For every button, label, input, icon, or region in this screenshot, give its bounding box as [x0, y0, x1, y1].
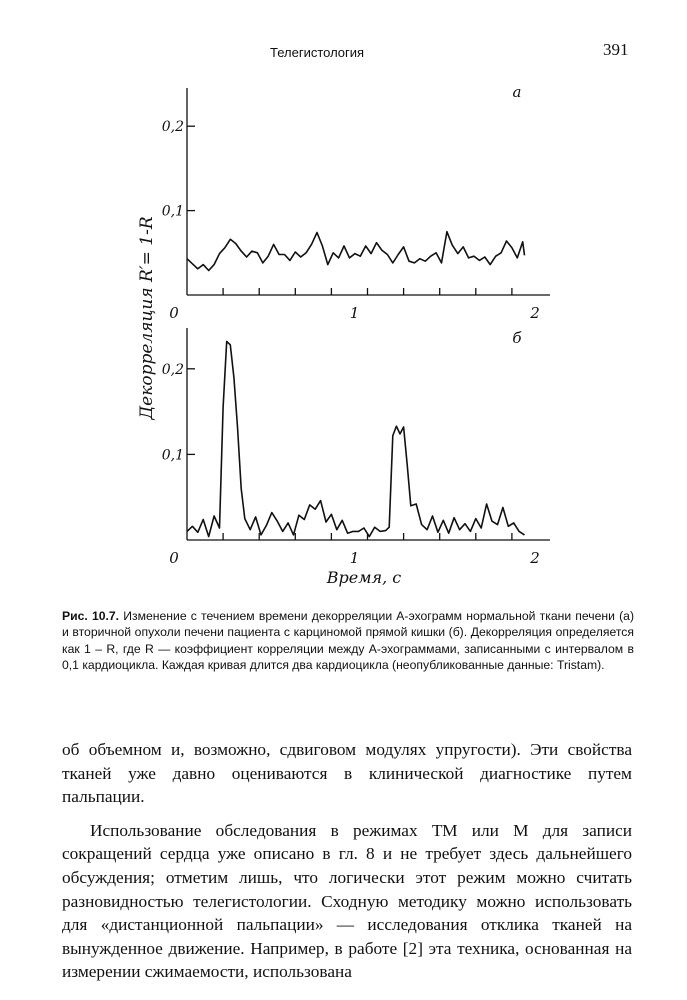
panel-a-data-point [241, 251, 242, 252]
panel-b-data-point [192, 526, 193, 527]
panel-b-data-point [475, 518, 476, 519]
panel-a-data-point [524, 255, 525, 256]
panel-a-data-point [192, 263, 193, 264]
panel-a-data-point [262, 262, 263, 263]
panel-a-data-point [306, 252, 307, 253]
panel-b-data-point [226, 341, 227, 342]
panel-a-data-point [349, 257, 350, 258]
panel-b-data-point [233, 377, 234, 378]
panel-a-data-point [316, 232, 317, 233]
panel-a-data-point [284, 254, 285, 255]
panel-b-data-point [491, 521, 492, 522]
panel-a-data-point [425, 261, 426, 262]
panel-b-data-point [197, 532, 198, 533]
panel-b-data-point [524, 534, 525, 535]
panel-b-data-point [448, 533, 449, 534]
panel-b-data-point [396, 426, 397, 427]
panel-a-data-point [473, 256, 474, 257]
panel-a-data-point [376, 242, 377, 243]
panel-b-x-tick-label: 0 [169, 549, 179, 567]
panel-a-data-point [279, 254, 280, 255]
panel-a-data-point [235, 243, 236, 244]
panel-a-data-point [289, 260, 290, 261]
panel-b-data-point [389, 527, 390, 528]
body-paragraph: Использование обследования в режимах ТМ или М для записи сокращений сердца уже описано в гл. 8 и не требует здесь дальнейшего обсуждения; отметим лишь, что логически этот режим можно считать разновидностью телегистологии. Сходную методику можно использовать для «дистанционной пальпации» — исследования отклика тканей на вынужденное движение. Например, в работе [2] эта техника, основанная на измерении сжимаемости, использована [62, 820, 632, 982]
panel-b-data-point [315, 509, 316, 510]
panel-b-x-tick-label: 1 [349, 549, 360, 567]
panel-b-data-point [470, 531, 471, 532]
figure-caption [62, 608, 634, 673]
panel-a-data-point [186, 258, 187, 259]
panel-a-data-point [208, 270, 209, 271]
panel-b [162, 328, 550, 567]
panel-b-data-point [380, 531, 381, 532]
body-text [62, 738, 632, 984]
panel-b-data-point [459, 529, 460, 530]
panel-a-data-point [197, 268, 198, 269]
panel-b-data-point [342, 520, 343, 521]
panel-b-data-point [410, 505, 411, 506]
panel-a-data-point [268, 256, 269, 257]
panel-b-y-tick-label: 0,1 [161, 447, 184, 464]
panel-b-data-point [320, 500, 321, 501]
panel-b-data-point [244, 518, 245, 519]
panel-b-data-point [454, 517, 455, 518]
panel-a-x-tick-label: 0 [169, 304, 179, 322]
panel-b-data-point [502, 507, 503, 508]
panel-b-data-point [481, 527, 482, 528]
panel-b-data-point [421, 524, 422, 525]
panel-a-data-point [354, 253, 355, 254]
panel-a-data-point [322, 245, 323, 246]
panel-b-data-point [399, 433, 400, 434]
panel-a-data-point [214, 264, 215, 265]
panel-a-data-point [403, 246, 404, 247]
panel-a-data-point [484, 256, 485, 257]
panel-a-data-point [430, 256, 431, 257]
panel-b-data-point [437, 532, 438, 533]
panel-b-data-point [331, 514, 332, 515]
panel-a-data-point [371, 253, 372, 254]
panel-a-data-point [446, 231, 447, 232]
panel-b-data-point [282, 531, 283, 532]
caption-label: Рис. 10.7. [62, 609, 120, 623]
panel-a-data-point [495, 256, 496, 257]
panel-a-data-point [300, 256, 301, 257]
panel-b-data-point [508, 526, 509, 527]
panel-b-data-point [443, 520, 444, 521]
panel-b-data-point [347, 533, 348, 534]
panel-a-data-point [273, 244, 274, 245]
panel-b-data-point [214, 515, 215, 516]
panel-a-data-point [506, 240, 507, 241]
panel-a-data-point [381, 250, 382, 251]
panel-a-data-point [219, 253, 220, 254]
panel-b-data-point [250, 529, 251, 530]
panel-b-data-point [298, 515, 299, 516]
panel-b-data-point [223, 407, 224, 408]
panel-a-data-point [398, 254, 399, 255]
panel-a-data-point [441, 262, 442, 263]
panel-a-data-point [511, 247, 512, 248]
running-head: Телегистология [270, 45, 365, 60]
panel-b-data-point [519, 531, 520, 532]
panel-a-data-point [327, 264, 328, 265]
panel-b-data-point [363, 527, 364, 528]
panel-b-data-point [186, 531, 187, 532]
panel-a-data-point [414, 262, 415, 263]
panel-a-data-point [479, 260, 480, 261]
panel-a-data-point [224, 247, 225, 248]
panel-b-x-tick-label: 2 [530, 549, 540, 567]
panel-a-data-point [360, 256, 361, 257]
body-paragraph: об объемном и, возможно, сдвиговом модулях упругости). Эти свойства тканей уже давно оцениваются в клинической диагностике путем пальпации. [62, 740, 632, 807]
panel-a-y-tick-label: 0,2 [161, 119, 184, 136]
panel-a-data-point [452, 245, 453, 246]
panel-b-data-point [374, 527, 375, 528]
panel-b-y-tick-label: 0,2 [161, 361, 184, 378]
panel-a-data-point [463, 246, 464, 247]
panel-a-data-point [522, 241, 523, 242]
panel-a-data-point [419, 258, 420, 259]
panel-b-data-point [309, 504, 310, 505]
panel-a-data-point [436, 252, 437, 253]
panel-a-data-point [311, 244, 312, 245]
panel-a-data-point [246, 256, 247, 257]
panel-a-data-point [468, 257, 469, 258]
panel-a-data-point [203, 264, 204, 265]
panel-b-data-point [432, 515, 433, 516]
panel-b-data-point [266, 525, 267, 526]
caption-text: Изменение с течением времени декорреляции А-эхограмм нормальной ткани печени (а) и вторичной опухоли печени пациента с карциномой прямой кишки (б). Декорреляция определяется как 1 – R, где R — коэффициент корреляции между А-эхограммами, записанными с интервалом в 0,1 кардиоцикла. Каждая кривая длится два кардиоцикла (неопубликованные данные: Tristam). [62, 609, 635, 672]
panel-b-label: б [512, 329, 522, 347]
y-axis-label: Декорреляция R′= 1-R [137, 216, 157, 420]
panel-b-data-point [392, 435, 393, 436]
panel-a-data-point [392, 262, 393, 263]
panel-b-data-point [230, 344, 231, 345]
panel-a-data-point [517, 257, 518, 258]
panel-a-data-point [387, 254, 388, 255]
panel-b-data-point [369, 536, 370, 537]
panel-b-data-point [203, 519, 204, 520]
panel-b-data-point [416, 503, 417, 504]
panel-b-data-point [353, 531, 354, 532]
panel-b-data-point [271, 512, 272, 513]
panel-b-data-point [497, 524, 498, 525]
panel-a [162, 83, 550, 322]
panel-b-data-point [358, 531, 359, 532]
panel-a-y-tick-label: 0,1 [161, 203, 184, 220]
panel-a-data-point [490, 264, 491, 265]
panel-a-label: а [512, 83, 522, 101]
panel-b-data-point [385, 530, 386, 531]
panel-a-data-point [295, 251, 296, 252]
panel-b-data-point [237, 426, 238, 427]
panel-b-data-point [336, 529, 337, 530]
panel-a-data-point [257, 252, 258, 253]
panel-b-data-point [464, 523, 465, 524]
panel-b-data-point [241, 488, 242, 489]
panel-a-x-tick-label: 2 [530, 304, 540, 322]
panel-b-data-point [427, 529, 428, 530]
panel-a-data-point [230, 239, 231, 240]
panel-b-data-point [277, 521, 278, 522]
panel-a-data-point [501, 252, 502, 253]
panel-b-data-point [304, 519, 305, 520]
panel-b-data-point [407, 464, 408, 465]
panel-a-data-point [343, 245, 344, 246]
panel-b-data-point [293, 534, 294, 535]
panel-a-data-line [187, 232, 525, 271]
panel-a-data-point [338, 257, 339, 258]
panel-b-data-point [513, 522, 514, 523]
panel-b-data-point [255, 516, 256, 517]
panel-a-data-point [333, 252, 334, 253]
panel-b-data-line [187, 341, 525, 536]
panel-b-data-point [288, 522, 289, 523]
panel-b-data-point [260, 534, 261, 535]
x-axis-label: Время, с [326, 568, 402, 587]
page-number: 391 [603, 40, 629, 59]
panel-b-data-point [403, 426, 404, 427]
panel-b-data-point [486, 503, 487, 504]
panel-b-data-point [208, 536, 209, 537]
panel-b-data-point [325, 521, 326, 522]
panel-a-x-tick-label: 1 [349, 304, 360, 322]
panel-a-data-point [365, 245, 366, 246]
panel-b-data-point [219, 527, 220, 528]
panel-a-data-point [457, 253, 458, 254]
panel-a-data-point [251, 251, 252, 252]
panel-a-data-point [408, 261, 409, 262]
